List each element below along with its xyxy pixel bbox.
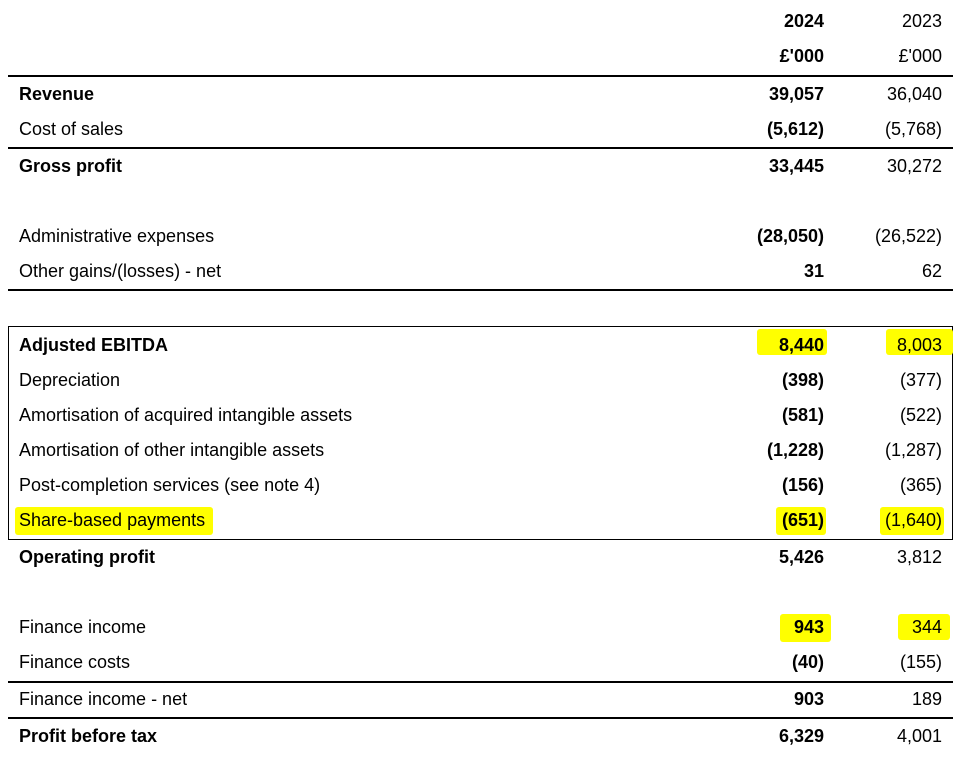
label-post-completion-services: Post-completion services (see note 4) <box>19 475 321 495</box>
row-amortisation-other <box>0 433 960 468</box>
label-adjusted-ebitda: Adjusted EBITDA <box>19 335 169 355</box>
value-2023: (26,522) <box>874 226 942 246</box>
label-amortisation-acquired: Amortisation of acquired intangible assets <box>19 405 353 425</box>
value-2024: (651) <box>781 510 824 530</box>
row-gross-profit <box>0 149 960 184</box>
label-finance-income-net: Finance income - net <box>19 689 188 709</box>
header-unit-2023: £'000 <box>898 46 942 66</box>
label-amortisation-other: Amortisation of other intangible assets <box>19 440 325 460</box>
value-2023: (1,640) <box>884 510 942 530</box>
row-finance-income-net <box>0 682 960 717</box>
row-cost-of-sales <box>0 112 960 147</box>
row-profit-before-tax <box>0 719 960 754</box>
label-other-gains: Other gains/(losses) - net <box>19 261 222 281</box>
value-2024: (5,612) <box>766 119 824 139</box>
value-2024: 903 <box>793 689 824 709</box>
rule-after-other-gains <box>8 289 953 291</box>
row-adjusted-ebitda <box>0 328 960 363</box>
label-gross-profit: Gross profit <box>19 156 123 176</box>
value-2023: 344 <box>911 617 942 637</box>
value-2023: (1,287) <box>884 440 942 460</box>
label-finance-costs: Finance costs <box>19 652 131 672</box>
value-2023: (365) <box>899 475 942 495</box>
row-depreciation <box>0 363 960 398</box>
row-amortisation-acquired <box>0 398 960 433</box>
value-2024: 6,329 <box>778 726 824 746</box>
value-2024: (581) <box>781 405 824 425</box>
label-cost-of-sales: Cost of sales <box>19 119 124 139</box>
value-2023: 3,812 <box>896 547 942 567</box>
value-2024: (28,050) <box>756 226 824 246</box>
header-years-row <box>0 4 960 39</box>
value-2023: 189 <box>911 689 942 709</box>
header-year-2024: 2024 <box>783 11 824 31</box>
label-profit-before-tax: Profit before tax <box>19 726 158 746</box>
value-2024: (156) <box>781 475 824 495</box>
value-2024: 39,057 <box>768 84 824 104</box>
row-operating-profit <box>0 540 960 575</box>
label-administrative-expenses: Administrative expenses <box>19 226 215 246</box>
row-administrative-expenses <box>0 219 960 254</box>
label-revenue: Revenue <box>19 84 95 104</box>
label-finance-income: Finance income <box>19 617 147 637</box>
value-2024: 8,440 <box>778 335 824 355</box>
value-2024: (1,228) <box>766 440 824 460</box>
row-finance-costs <box>0 645 960 680</box>
value-2023: (155) <box>899 652 942 672</box>
value-2024: 5,426 <box>778 547 824 567</box>
value-2023: 8,003 <box>896 335 942 355</box>
label-depreciation: Depreciation <box>19 370 121 390</box>
header-unit-2024: £'000 <box>779 46 824 66</box>
value-2023: 36,040 <box>886 84 942 104</box>
row-other-gains <box>0 254 960 289</box>
label-operating-profit: Operating profit <box>19 547 155 567</box>
value-2024: (398) <box>781 370 824 390</box>
value-2023: (377) <box>899 370 942 390</box>
row-share-based-payments <box>0 503 960 538</box>
row-finance-income <box>0 610 960 645</box>
value-2024: 943 <box>793 617 824 637</box>
row-revenue <box>0 77 960 112</box>
row-post-completion-services <box>0 468 960 503</box>
label-share-based-payments: Share-based payments <box>19 510 206 530</box>
value-2024: 31 <box>803 261 824 281</box>
value-2023: (5,768) <box>884 119 942 139</box>
value-2023: 4,001 <box>896 726 942 746</box>
header-units-row <box>0 39 960 74</box>
value-2023: 30,272 <box>886 156 942 176</box>
value-2023: 62 <box>921 261 942 281</box>
value-2023: (522) <box>899 405 942 425</box>
header-year-2023: 2023 <box>901 11 942 31</box>
value-2024: (40) <box>791 652 824 672</box>
value-2024: 33,445 <box>768 156 824 176</box>
